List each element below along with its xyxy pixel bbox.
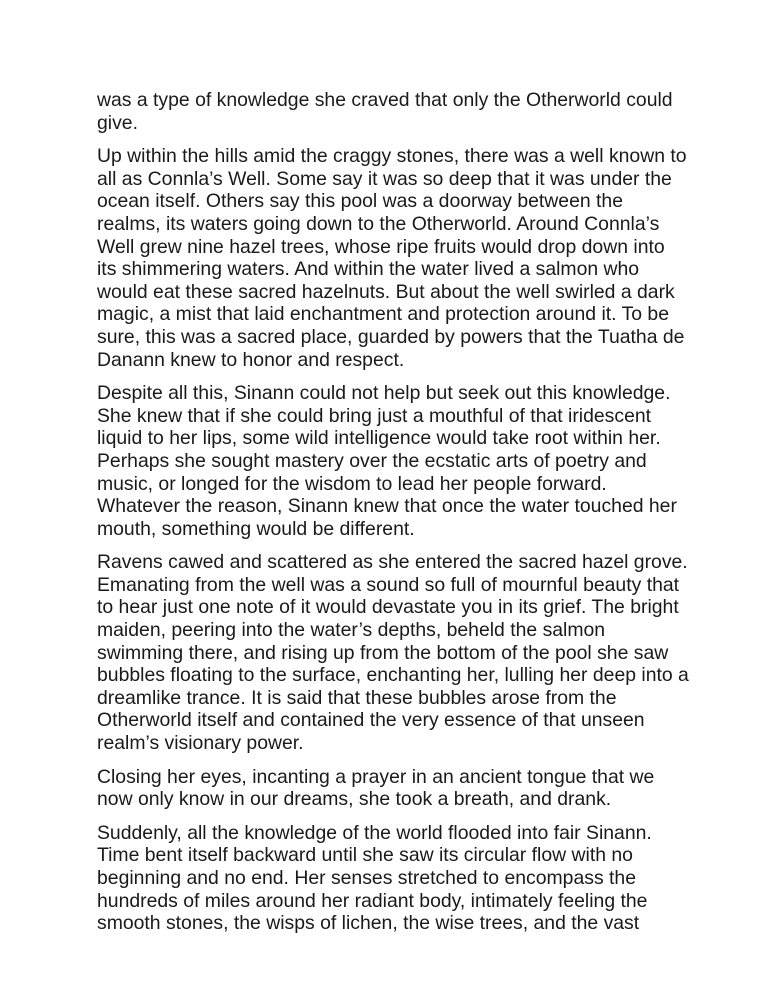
text-line: hundreds of miles around her radiant body, intimately feeling the bbox=[97, 889, 648, 912]
text-line: Suddenly, all the knowledge of the world flooded into fair Sinann. bbox=[97, 821, 652, 844]
paragraph-6 bbox=[97, 822, 697, 935]
text-line: dreamlike trance. It is said that these bubbles arose from the bbox=[97, 686, 617, 709]
text-line: beginning and no end. Her senses stretched to encompass the bbox=[97, 867, 636, 889]
text-line: Closing her eyes, incanting a prayer in an ancient tongue that we bbox=[97, 765, 655, 788]
text-line: now only know in our dreams, she took a breath, and drank. bbox=[97, 788, 612, 811]
text-line: Well grew nine hazel trees, whose ripe fruits would drop down into bbox=[97, 235, 665, 258]
text-line: ocean itself. Others say this pool was a doorway between the bbox=[97, 190, 623, 213]
paragraph-5 bbox=[97, 766, 697, 811]
text-line: its shimmering waters. And within the water lived a salmon who bbox=[97, 258, 640, 281]
text-line: Time bent itself backward until she saw its circular flow with no bbox=[97, 844, 633, 867]
paragraph-2 bbox=[97, 145, 697, 371]
text-line: Perhaps she sought mastery over the ecstatic arts of poetry and bbox=[97, 449, 647, 472]
text-line: would eat these sacred hazelnuts. But about the well swirled a dark bbox=[97, 280, 675, 303]
text-line: swimming there, and rising up from the bottom of the pool she saw bbox=[97, 641, 669, 664]
text-line: Whatever the reason, Sinann knew that once the water touched her bbox=[97, 495, 677, 518]
text-line: Up within the hills amid the craggy stones, there was a well known to bbox=[97, 145, 687, 168]
text-line: all as Connla’s Well. Some say it was so deep that it was under the bbox=[97, 167, 672, 190]
text-line: She knew that if she could bring just a mouthful of that iridescent bbox=[97, 404, 652, 427]
text-line: Danann knew to honor and respect. bbox=[97, 348, 405, 371]
text-line: sure, this was a sacred place, guarded by powers that the Tuatha de bbox=[97, 325, 685, 348]
paragraph-1 bbox=[97, 89, 697, 134]
text-line: music, or longed for the wisdom to lead her people forward. bbox=[97, 472, 607, 495]
body-text bbox=[97, 89, 697, 946]
text-line: liquid to her lips, some wild intelligence would take root within her. bbox=[97, 427, 661, 450]
paragraph-3 bbox=[97, 382, 697, 540]
text-line: realm’s visionary power. bbox=[97, 732, 304, 755]
text-line: to hear just one note of it would devastate you in its grief. The bright bbox=[97, 596, 679, 619]
text-line: Emanating from the well was a sound so full of mournful beauty that bbox=[97, 573, 680, 596]
text-line: smooth stones, the wisps of lichen, the wise trees, and the vast bbox=[97, 912, 640, 935]
paragraph-4 bbox=[97, 551, 697, 754]
text-line: Despite all this, Sinann could not help but seek out this knowledge. bbox=[97, 382, 671, 405]
text-line: was a type of knowledge she craved that only the Otherworld could bbox=[97, 89, 673, 111]
text-line: give. bbox=[97, 111, 138, 134]
text-line: magic, a mist that laid enchantment and protection around it. To be bbox=[97, 303, 670, 326]
text-line: Otherworld itself and contained the very essence of that unseen bbox=[97, 709, 645, 732]
text-line: mouth, something would be different. bbox=[97, 517, 415, 540]
text-line: realms, its waters going down to the Otherworld. Around Connla’s bbox=[97, 212, 660, 235]
text-line: Ravens cawed and scattered as she entered the sacred hazel grove. bbox=[97, 551, 688, 574]
text-line: maiden, peering into the water’s depths, beheld the salmon bbox=[97, 619, 606, 642]
text-line: bubbles floating to the surface, enchanting her, lulling her deep into a bbox=[97, 664, 689, 687]
